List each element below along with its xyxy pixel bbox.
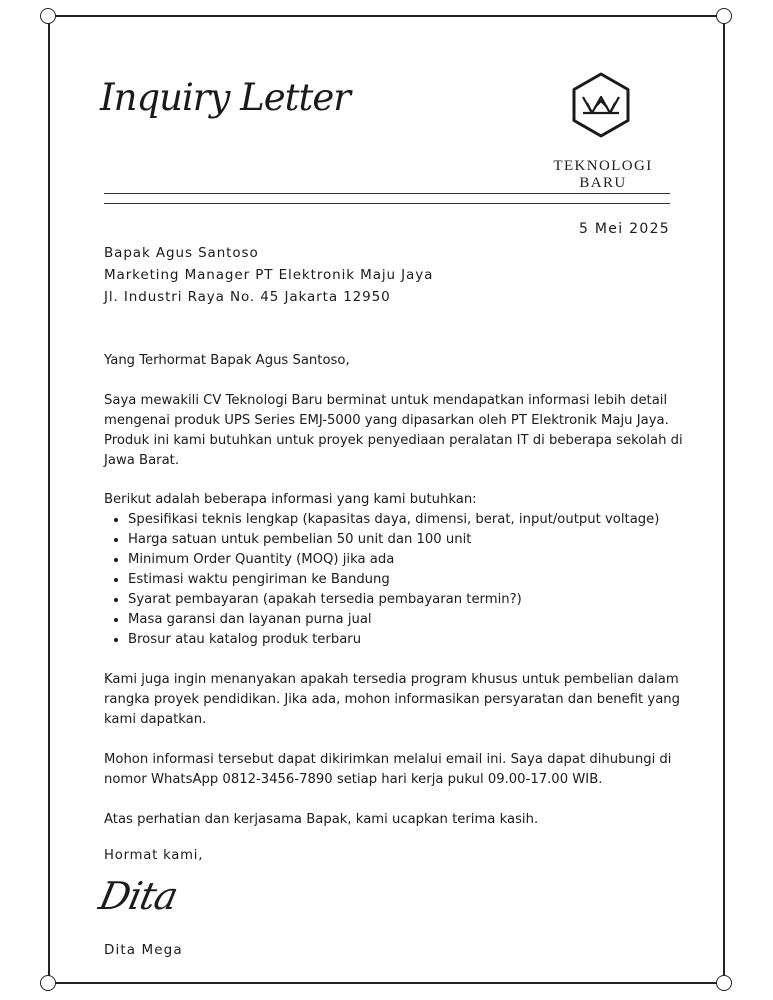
list-item: • Minimum Order Quantity (MOQ) jika ada bbox=[128, 550, 688, 570]
list-item: • Estimasi waktu pengiriman ke Bandung bbox=[128, 570, 688, 590]
list-item: • Spesifikasi teknis lengkap (kapasitas daya, dimensi, berat, input/output voltage) bbox=[128, 510, 688, 530]
salutation-block bbox=[104, 351, 684, 371]
signer-name: Dita Mega bbox=[104, 942, 183, 958]
frame-top-line bbox=[48, 15, 725, 17]
frame-bottom-line bbox=[48, 982, 725, 984]
recipient-block bbox=[104, 242, 433, 308]
list-item: • Harga satuan untuk pembelian 50 unit dan 100 unit bbox=[128, 530, 688, 550]
letter-title: Inquiry Letter bbox=[100, 76, 350, 119]
list-item: • Masa garansi dan layanan purna jual bbox=[128, 610, 688, 630]
salutation: Yang Terhormat Bapak Agus Santoso, bbox=[104, 353, 350, 368]
frame-right-line bbox=[723, 15, 725, 983]
intro-paragraph: Saya mewakili CV Teknologi Baru berminat untuk mendapatkan informasi lebih detail mengenai produk UPS Series EMJ-5000 yang dipasarkan oleh PT Elektronik Maju Jaya. Produk ini kami butuhkan untuk proyek penyediaan peralatan IT di beberapa sekolah di Jawa Barat. bbox=[104, 393, 683, 468]
intro-paragraph-block bbox=[104, 391, 684, 471]
frame-left-line bbox=[48, 15, 50, 983]
recipient-name: Bapak Agus Santoso bbox=[104, 245, 259, 261]
frame-corner-top-left bbox=[40, 8, 56, 24]
recipient-position: Marketing Manager PT Elektronik Maju Jaya bbox=[104, 267, 434, 283]
thanks-paragraph: Atas perhatian dan kerjasama Bapak, kami ucapkan terima kasih. bbox=[104, 812, 539, 827]
frame-corner-top-right bbox=[716, 8, 732, 24]
list-item: • Brosur atau katalog produk terbaru bbox=[128, 630, 688, 650]
list-item: • Syarat pembayaran (apakah tersedia pembayaran termin?) bbox=[128, 590, 688, 610]
requirements-list bbox=[104, 510, 688, 650]
list-intro: Berikut adalah beberapa informasi yang kami butuhkan: bbox=[104, 492, 477, 507]
frame-corner-bottom-right bbox=[716, 975, 732, 991]
closing-block bbox=[104, 846, 684, 866]
header-divider-top bbox=[104, 193, 670, 194]
letter-date: 5 Mei 2025 bbox=[578, 221, 670, 237]
frame-corner-bottom-left bbox=[40, 975, 56, 991]
program-paragraph: Kami juga ingin menanyakan apakah tersedia program khusus untuk pembelian dalam rangka proyek pendidikan. Jika ada, mohon informasikan persyaratan dan benefit yang kami dapatkan. bbox=[104, 672, 681, 727]
company-name: TEKNOLOGI BARU bbox=[553, 158, 653, 191]
closing: Hormat kami, bbox=[104, 848, 204, 863]
contact-paragraph: Mohon informasi tersebut dapat dikirimkan melalui email ini. Saya dapat dihubungi di nomor WhatsApp 0812-3456-7890 setiap hari kerja pukul 09.00-17.00 WIB. bbox=[104, 752, 672, 787]
program-paragraph-block bbox=[104, 670, 684, 730]
thanks-paragraph-block bbox=[104, 810, 684, 830]
list-intro-block bbox=[104, 490, 684, 510]
header-divider-bottom bbox=[104, 203, 670, 204]
handwritten-signature: Dita bbox=[95, 874, 182, 918]
recipient-address: Jl. Industri Raya No. 45 Jakarta 12950 bbox=[104, 289, 391, 305]
hexagon-mountain-logo-icon bbox=[566, 70, 636, 140]
contact-paragraph-block bbox=[104, 750, 684, 790]
